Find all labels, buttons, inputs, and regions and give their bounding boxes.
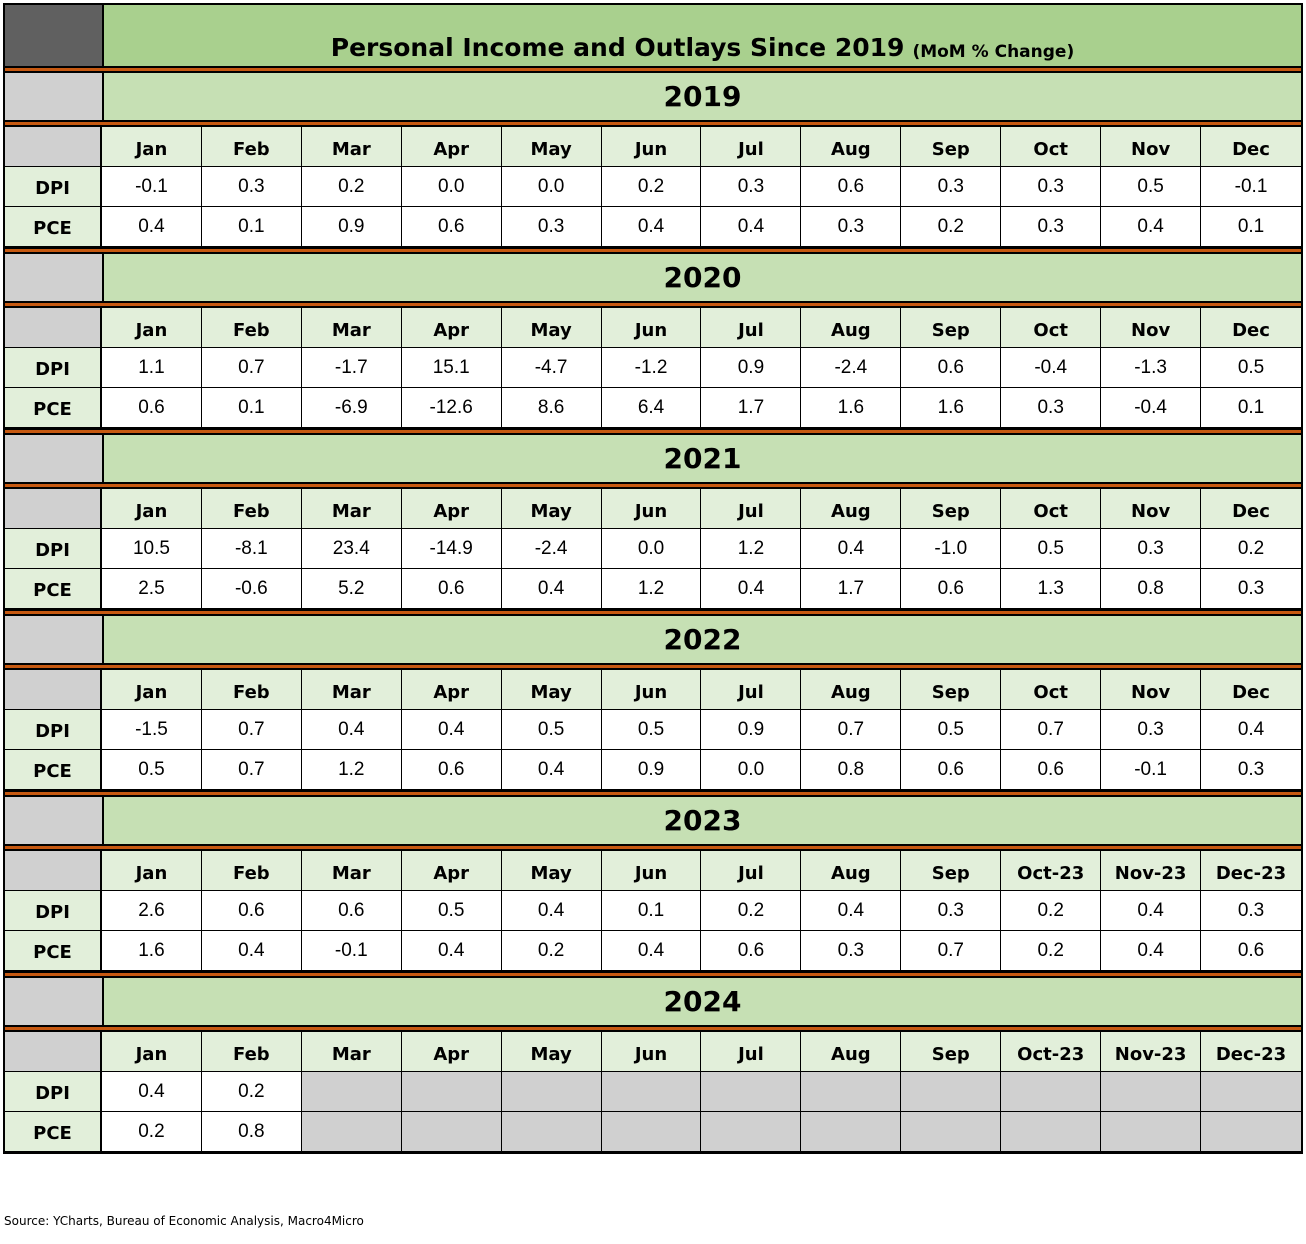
- pce-value-cell: 0.1: [202, 388, 302, 428]
- orange-separator: [3, 120, 1303, 127]
- dpi-value-cell: 0.2: [1001, 891, 1101, 931]
- pce-value-cell: 0.5: [102, 750, 202, 790]
- dpi-value-cell: 0.5: [1001, 529, 1101, 569]
- pce-value-cell: [1201, 1112, 1301, 1152]
- dpi-value-cell: -0.1: [1201, 167, 1301, 207]
- dpi-value-cell: 0.5: [1201, 348, 1301, 388]
- dpi-value-cell: [302, 1072, 402, 1112]
- pce-value-cell: 0.4: [602, 931, 702, 971]
- pce-value-cell: 0.6: [701, 931, 801, 971]
- year-banner: [104, 797, 1301, 844]
- pce-value-cell: [402, 1112, 502, 1152]
- month-header: Apr: [402, 489, 502, 529]
- year-corner: [5, 435, 104, 482]
- year-corner: [5, 254, 104, 301]
- year-row: [3, 73, 1303, 120]
- pce-value-cell: [701, 1112, 801, 1152]
- year-row: [3, 978, 1303, 1025]
- table-title: Personal Income and Outlays Since 2019: [330, 33, 905, 62]
- row-label-pce: PCE: [5, 207, 102, 247]
- orange-separator: [3, 482, 1303, 489]
- pce-value-cell: 0.9: [302, 207, 402, 247]
- dpi-value-cell: 0.4: [402, 710, 502, 750]
- dpi-value-cell: 0.4: [801, 529, 901, 569]
- month-header: Jul: [701, 670, 801, 710]
- pce-value-cell: 0.1: [1201, 388, 1301, 428]
- year-label: 2024: [663, 985, 742, 1018]
- month-header: Dec-23: [1201, 1032, 1301, 1072]
- dpi-value-cell: -1.5: [102, 710, 202, 750]
- orange-separator: [3, 609, 1303, 616]
- pce-value-cell: 1.6: [801, 388, 901, 428]
- source-note: Source: YCharts, Bureau of Economic Analysis, Macro4Micro: [4, 1214, 364, 1228]
- month-header: Feb: [202, 851, 302, 891]
- month-header: Oct: [1001, 670, 1101, 710]
- month-grid: [3, 127, 1303, 247]
- month-grid: [3, 851, 1303, 971]
- dpi-value-cell: 0.7: [202, 348, 302, 388]
- title-banner: [104, 5, 1301, 66]
- dpi-value-cell: [1001, 1072, 1101, 1112]
- pce-value-cell: 0.6: [102, 388, 202, 428]
- month-header: Dec: [1201, 670, 1301, 710]
- pce-value-cell: 0.4: [1101, 207, 1201, 247]
- dpi-value-cell: -0.1: [102, 167, 202, 207]
- pce-value-cell: 0.4: [102, 207, 202, 247]
- orange-separator: [3, 790, 1303, 797]
- pce-value-cell: 0.7: [202, 750, 302, 790]
- month-header: Aug: [801, 308, 901, 348]
- year-row: [3, 254, 1303, 301]
- dpi-value-cell: -14.9: [402, 529, 502, 569]
- month-header: Oct: [1001, 489, 1101, 529]
- pce-value-cell: 0.3: [1201, 750, 1301, 790]
- year-corner: [5, 797, 104, 844]
- pce-value-cell: -12.6: [402, 388, 502, 428]
- orange-separator: [3, 844, 1303, 851]
- dpi-value-cell: 0.5: [602, 710, 702, 750]
- pce-value-cell: 1.6: [102, 931, 202, 971]
- pce-value-cell: [1001, 1112, 1101, 1152]
- dpi-value-cell: [801, 1072, 901, 1112]
- pce-value-cell: 0.2: [901, 207, 1001, 247]
- month-header: Dec-23: [1201, 851, 1301, 891]
- dpi-value-cell: [1101, 1072, 1201, 1112]
- month-header: Feb: [202, 1032, 302, 1072]
- pce-value-cell: 1.2: [602, 569, 702, 609]
- year-banner: [104, 254, 1301, 301]
- pce-value-cell: 8.6: [502, 388, 602, 428]
- month-header: Sep: [901, 1032, 1001, 1072]
- pce-value-cell: 0.6: [402, 750, 502, 790]
- month-header: Sep: [901, 127, 1001, 167]
- month-header: Jun: [602, 308, 702, 348]
- pce-value-cell: [801, 1112, 901, 1152]
- month-header: Jul: [701, 489, 801, 529]
- dpi-value-cell: 1.2: [701, 529, 801, 569]
- pce-value-cell: 0.3: [1001, 207, 1101, 247]
- month-header: Apr: [402, 308, 502, 348]
- month-header: Jan: [102, 670, 202, 710]
- pce-value-cell: 0.2: [502, 931, 602, 971]
- dpi-value-cell: -2.4: [502, 529, 602, 569]
- month-header: Dec: [1201, 489, 1301, 529]
- month-header: Apr: [402, 670, 502, 710]
- dpi-value-cell: [402, 1072, 502, 1112]
- dpi-value-cell: 0.7: [1001, 710, 1101, 750]
- pce-value-cell: 2.5: [102, 569, 202, 609]
- orange-separator: [3, 971, 1303, 978]
- dpi-value-cell: 0.4: [502, 891, 602, 931]
- dpi-value-cell: 15.1: [402, 348, 502, 388]
- month-header: May: [502, 489, 602, 529]
- dpi-value-cell: 0.4: [302, 710, 402, 750]
- pce-value-cell: 0.7: [901, 931, 1001, 971]
- dpi-value-cell: 0.4: [801, 891, 901, 931]
- dpi-value-cell: -4.7: [502, 348, 602, 388]
- dpi-value-cell: 0.4: [102, 1072, 202, 1112]
- pce-value-cell: -0.1: [302, 931, 402, 971]
- dpi-value-cell: [502, 1072, 602, 1112]
- month-header: Aug: [801, 670, 901, 710]
- month-header: Feb: [202, 489, 302, 529]
- month-header: Mar: [302, 851, 402, 891]
- dpi-value-cell: 0.2: [302, 167, 402, 207]
- dpi-value-cell: 0.5: [1101, 167, 1201, 207]
- year-blocks: [3, 66, 1303, 1154]
- dpi-value-cell: 0.6: [901, 348, 1001, 388]
- dpi-value-cell: 1.1: [102, 348, 202, 388]
- month-header: Jun: [602, 670, 702, 710]
- year-banner: [104, 73, 1301, 120]
- month-header: Mar: [302, 1032, 402, 1072]
- month-header: Jul: [701, 1032, 801, 1072]
- month-header: Oct: [1001, 127, 1101, 167]
- dpi-value-cell: 0.0: [602, 529, 702, 569]
- pce-value-cell: 0.6: [402, 569, 502, 609]
- pce-value-cell: 1.7: [801, 569, 901, 609]
- month-header: May: [502, 308, 602, 348]
- dpi-value-cell: 0.5: [901, 710, 1001, 750]
- month-header: Dec: [1201, 308, 1301, 348]
- year-label: 2019: [663, 80, 742, 113]
- dpi-value-cell: 0.3: [202, 167, 302, 207]
- month-header: Jul: [701, 851, 801, 891]
- header-corner: [5, 308, 102, 348]
- pce-value-cell: 0.8: [801, 750, 901, 790]
- dpi-value-cell: [602, 1072, 702, 1112]
- pce-value-cell: 0.8: [202, 1112, 302, 1152]
- pce-value-cell: 0.1: [202, 207, 302, 247]
- row-label-pce: PCE: [5, 1112, 102, 1152]
- row-label-pce: PCE: [5, 750, 102, 790]
- pce-value-cell: 0.4: [202, 931, 302, 971]
- month-header: Feb: [202, 308, 302, 348]
- dpi-value-cell: 0.2: [602, 167, 702, 207]
- dpi-value-cell: 0.2: [1201, 529, 1301, 569]
- year-corner: [5, 978, 104, 1025]
- pce-value-cell: 0.3: [801, 207, 901, 247]
- year-label: 2021: [663, 442, 742, 475]
- year-banner: [104, 978, 1301, 1025]
- dpi-value-cell: 0.3: [1101, 529, 1201, 569]
- pce-value-cell: 0.6: [901, 569, 1001, 609]
- month-header: Sep: [901, 851, 1001, 891]
- month-header: Mar: [302, 489, 402, 529]
- year-banner: [104, 435, 1301, 482]
- pce-value-cell: 0.4: [1101, 931, 1201, 971]
- pce-value-cell: -6.9: [302, 388, 402, 428]
- dpi-value-cell: 0.2: [202, 1072, 302, 1112]
- header-corner: [5, 489, 102, 529]
- pce-value-cell: 6.4: [602, 388, 702, 428]
- dpi-value-cell: 0.3: [1201, 891, 1301, 931]
- month-header: Jun: [602, 1032, 702, 1072]
- row-label-pce: PCE: [5, 569, 102, 609]
- month-header: May: [502, 127, 602, 167]
- dpi-value-cell: -2.4: [801, 348, 901, 388]
- month-header: Aug: [801, 1032, 901, 1072]
- month-header: Oct: [1001, 308, 1101, 348]
- pce-value-cell: 0.2: [1001, 931, 1101, 971]
- dpi-value-cell: 0.5: [402, 891, 502, 931]
- month-header: Apr: [402, 127, 502, 167]
- dpi-value-cell: 0.6: [202, 891, 302, 931]
- pce-value-cell: [302, 1112, 402, 1152]
- dpi-value-cell: 0.1: [602, 891, 702, 931]
- dpi-value-cell: -1.3: [1101, 348, 1201, 388]
- pce-value-cell: 0.2: [102, 1112, 202, 1152]
- pce-value-cell: 1.2: [302, 750, 402, 790]
- pce-value-cell: 0.3: [1001, 388, 1101, 428]
- dpi-value-cell: -1.2: [602, 348, 702, 388]
- pce-value-cell: 0.6: [901, 750, 1001, 790]
- month-header: Aug: [801, 851, 901, 891]
- pce-value-cell: 0.4: [602, 207, 702, 247]
- pce-value-cell: 0.3: [801, 931, 901, 971]
- table-subtitle: (MoM % Change): [912, 42, 1075, 62]
- dpi-value-cell: -0.4: [1001, 348, 1101, 388]
- month-header: Jan: [102, 489, 202, 529]
- year-corner: [5, 616, 104, 663]
- year-label: 2022: [663, 623, 742, 656]
- pce-value-cell: -0.1: [1101, 750, 1201, 790]
- orange-separator: [3, 663, 1303, 670]
- month-header: Oct-23: [1001, 851, 1101, 891]
- month-header: Nov: [1101, 489, 1201, 529]
- pce-value-cell: [602, 1112, 702, 1152]
- pce-value-cell: 0.4: [502, 750, 602, 790]
- year-row: [3, 797, 1303, 844]
- pce-value-cell: 0.3: [1201, 569, 1301, 609]
- month-header: Nov: [1101, 127, 1201, 167]
- month-grid: [3, 670, 1303, 790]
- row-label-dpi: DPI: [5, 167, 102, 207]
- year-banner: [104, 616, 1301, 663]
- dpi-value-cell: 0.2: [701, 891, 801, 931]
- pce-value-cell: 0.4: [402, 931, 502, 971]
- dpi-value-cell: 0.9: [701, 710, 801, 750]
- pce-value-cell: 0.9: [602, 750, 702, 790]
- month-header: Feb: [202, 670, 302, 710]
- month-header: Nov: [1101, 308, 1201, 348]
- month-header: Nov: [1101, 670, 1201, 710]
- pce-value-cell: -0.6: [202, 569, 302, 609]
- header-corner: [5, 670, 102, 710]
- dpi-value-cell: 0.3: [701, 167, 801, 207]
- month-header: Nov-23: [1101, 1032, 1201, 1072]
- orange-separator: [3, 301, 1303, 308]
- orange-separator: [3, 66, 1303, 73]
- title-row: [3, 3, 1303, 66]
- month-header: Jan: [102, 127, 202, 167]
- month-header: Dec: [1201, 127, 1301, 167]
- month-grid: [3, 1032, 1303, 1154]
- month-header: Jun: [602, 851, 702, 891]
- dpi-value-cell: 0.4: [1201, 710, 1301, 750]
- pce-value-cell: 0.0: [701, 750, 801, 790]
- pce-value-cell: 0.8: [1101, 569, 1201, 609]
- dpi-value-cell: 0.7: [202, 710, 302, 750]
- month-header: Aug: [801, 489, 901, 529]
- pce-value-cell: [502, 1112, 602, 1152]
- pce-value-cell: 0.4: [502, 569, 602, 609]
- month-grid: [3, 489, 1303, 609]
- month-header: Jul: [701, 127, 801, 167]
- month-header: Jul: [701, 308, 801, 348]
- month-header: Aug: [801, 127, 901, 167]
- month-grid: [3, 308, 1303, 428]
- dpi-value-cell: 0.3: [1001, 167, 1101, 207]
- month-header: Oct-23: [1001, 1032, 1101, 1072]
- pce-value-cell: [1101, 1112, 1201, 1152]
- pce-value-cell: 0.6: [402, 207, 502, 247]
- year-corner: [5, 73, 104, 120]
- header-corner: [5, 1032, 102, 1072]
- year-label: 2020: [663, 261, 742, 294]
- row-label-pce: PCE: [5, 388, 102, 428]
- pce-value-cell: 0.4: [701, 207, 801, 247]
- month-header: May: [502, 1032, 602, 1072]
- month-header: Nov-23: [1101, 851, 1201, 891]
- row-label-dpi: DPI: [5, 1072, 102, 1112]
- row-label-dpi: DPI: [5, 710, 102, 750]
- pce-value-cell: -0.4: [1101, 388, 1201, 428]
- dpi-value-cell: 10.5: [102, 529, 202, 569]
- dpi-value-cell: 0.3: [1101, 710, 1201, 750]
- pce-value-cell: 0.4: [701, 569, 801, 609]
- pce-value-cell: 0.6: [1201, 931, 1301, 971]
- orange-separator: [3, 1025, 1303, 1032]
- row-label-dpi: DPI: [5, 348, 102, 388]
- row-label-dpi: DPI: [5, 891, 102, 931]
- income-outlays-table: [3, 3, 1303, 1154]
- orange-separator: [3, 247, 1303, 254]
- year-row: [3, 616, 1303, 663]
- month-header: May: [502, 670, 602, 710]
- pce-value-cell: [901, 1112, 1001, 1152]
- dpi-value-cell: 0.9: [701, 348, 801, 388]
- month-header: Mar: [302, 127, 402, 167]
- title-corner: [5, 5, 104, 66]
- header-corner: [5, 851, 102, 891]
- dpi-value-cell: 2.6: [102, 891, 202, 931]
- dpi-value-cell: 0.0: [402, 167, 502, 207]
- month-header: Apr: [402, 851, 502, 891]
- dpi-value-cell: -1.0: [901, 529, 1001, 569]
- month-header: Mar: [302, 670, 402, 710]
- month-header: Sep: [901, 308, 1001, 348]
- pce-value-cell: 1.3: [1001, 569, 1101, 609]
- row-label-dpi: DPI: [5, 529, 102, 569]
- dpi-value-cell: 0.3: [901, 167, 1001, 207]
- month-header: May: [502, 851, 602, 891]
- orange-separator: [3, 428, 1303, 435]
- dpi-value-cell: 0.5: [502, 710, 602, 750]
- month-header: Jun: [602, 489, 702, 529]
- pce-value-cell: 1.7: [701, 388, 801, 428]
- dpi-value-cell: 0.6: [302, 891, 402, 931]
- month-header: Feb: [202, 127, 302, 167]
- dpi-value-cell: 23.4: [302, 529, 402, 569]
- month-header: Mar: [302, 308, 402, 348]
- dpi-value-cell: 0.6: [801, 167, 901, 207]
- header-corner: [5, 127, 102, 167]
- dpi-value-cell: 0.3: [901, 891, 1001, 931]
- pce-value-cell: 0.6: [1001, 750, 1101, 790]
- row-label-pce: PCE: [5, 931, 102, 971]
- dpi-value-cell: [901, 1072, 1001, 1112]
- pce-value-cell: 0.3: [502, 207, 602, 247]
- month-header: Sep: [901, 670, 1001, 710]
- month-header: Jan: [102, 1032, 202, 1072]
- month-header: Sep: [901, 489, 1001, 529]
- pce-value-cell: 1.6: [901, 388, 1001, 428]
- year-label: 2023: [663, 804, 742, 837]
- pce-value-cell: 0.1: [1201, 207, 1301, 247]
- dpi-value-cell: 0.4: [1101, 891, 1201, 931]
- year-row: [3, 435, 1303, 482]
- dpi-value-cell: 0.7: [801, 710, 901, 750]
- dpi-value-cell: -1.7: [302, 348, 402, 388]
- month-header: Jun: [602, 127, 702, 167]
- dpi-value-cell: 0.0: [502, 167, 602, 207]
- month-header: Jan: [102, 308, 202, 348]
- dpi-value-cell: -8.1: [202, 529, 302, 569]
- month-header: Apr: [402, 1032, 502, 1072]
- pce-value-cell: 5.2: [302, 569, 402, 609]
- dpi-value-cell: [1201, 1072, 1301, 1112]
- dpi-value-cell: [701, 1072, 801, 1112]
- month-header: Jan: [102, 851, 202, 891]
